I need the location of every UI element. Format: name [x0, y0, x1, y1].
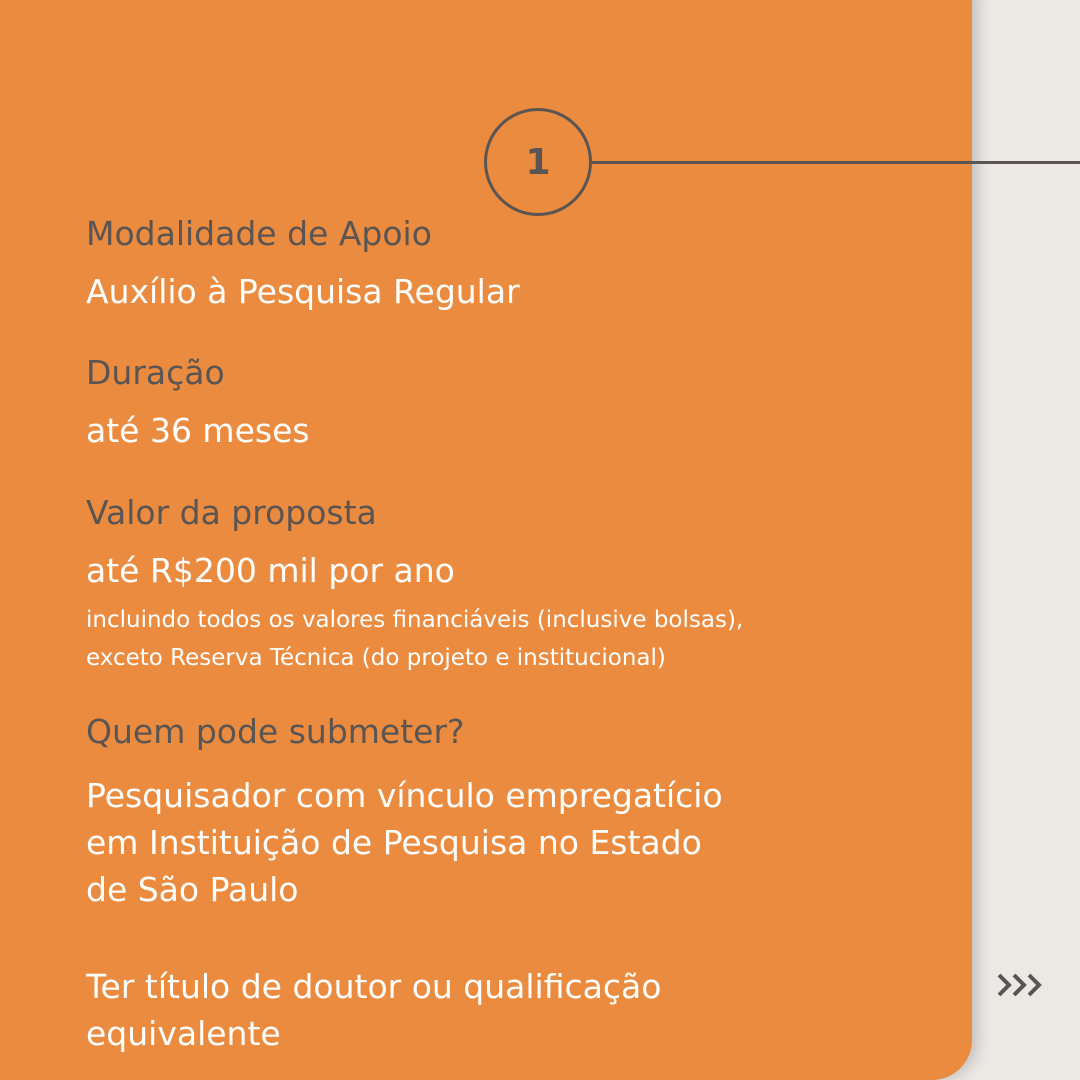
duracao-value: até 36 meses [86, 411, 310, 450]
modalidade-value: Auxílio à Pesquisa Regular [86, 272, 520, 311]
quem-requirement-2: Ter título de doutor ou qualificação equivalente [86, 967, 662, 1053]
duracao-label: Duração [86, 353, 225, 392]
modalidade-label: Modalidade de Apoio [86, 214, 432, 253]
valor-value: até R$200 mil por ano [86, 551, 455, 590]
quem-requirement-1: Pesquisador com vínculo empregatício em Instituição de Pesquisa no Estado de São Paulo [86, 776, 723, 909]
triple-chevron-right-icon[interactable] [996, 968, 1046, 1002]
step-number-badge: 1 [484, 108, 592, 216]
valor-note-line1: incluindo todos os valores financiáveis (inclusive bolsas), [86, 607, 744, 633]
step-connector-line [592, 161, 1080, 164]
valor-label: Valor da proposta [86, 493, 377, 532]
quem-label: Quem pode submeter? [86, 712, 465, 751]
valor-note-line2: exceto Reserva Técnica (do projeto e institucional) [86, 645, 666, 671]
